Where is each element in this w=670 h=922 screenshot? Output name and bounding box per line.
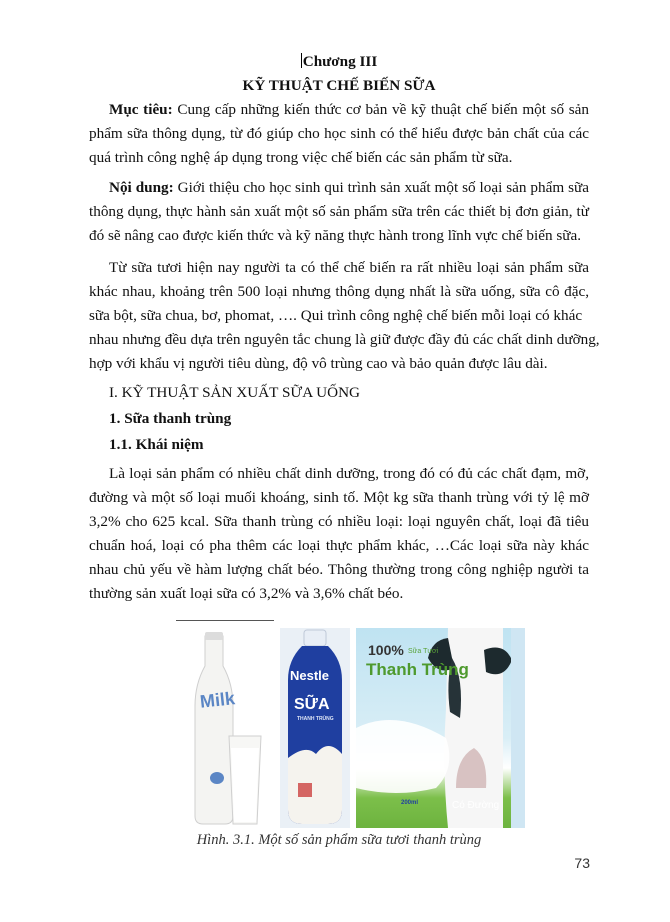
figure-caption: Hình. 3.1. Một số sản phẩm sữa tươi thanh trùng bbox=[196, 832, 482, 848]
intro-line-3: sữa bột, sữa chua, bơ, phomat, …. Qui trình công nghệ chế biến mỗi loại có khác bbox=[89, 307, 583, 324]
cow-illustration-icon bbox=[356, 628, 525, 828]
content-line-2: thông dụng, thực hành sản xuất một số sản phẩm sữa trên các thiết bị đơn giản, từ bbox=[89, 203, 589, 220]
nestle-bottle-icon bbox=[280, 628, 350, 828]
thanh-trung-carton-photo: 100% Sữa Tươi Thanh Trùng 200ml Có Đường bbox=[356, 628, 525, 828]
subsubsection-heading: 1.1. Khái niệm bbox=[109, 436, 204, 453]
content-label: Nội dung: bbox=[109, 179, 174, 196]
concept-line-1: Là loại sản phẩm có nhiều chất dinh dưỡng, trong đó có đủ các chất đạm, mỡ, bbox=[109, 465, 589, 482]
text-cursor bbox=[301, 53, 302, 68]
chapter-number: Chương III bbox=[302, 53, 378, 70]
intro-line-5: hợp với khẩu vị người tiêu dùng, độ vô trùng cao và bảo quản được lâu dài. bbox=[89, 355, 548, 372]
objective-label: Mục tiêu: bbox=[109, 101, 173, 118]
intro-line-1: Từ sữa tươi hiện nay người ta có thể chế biến ra rất nhiều loại sản phẩm sữa bbox=[109, 259, 589, 276]
milk-bottle-photo: Milk bbox=[175, 628, 275, 828]
nestle-milk-photo: Nestle SỮA THANH TRÙNG bbox=[280, 628, 350, 828]
figure-divider bbox=[176, 620, 274, 621]
concept-line-4: chuẩn hoá, loại có pha thêm các loại thực phẩm khác, …Các loại sữa này khác bbox=[89, 537, 589, 554]
subsection-heading: 1. Sữa thanh trùng bbox=[109, 410, 232, 427]
objective-line-2: phẩm sữa thông dụng, từ đó giúp cho học sinh có thể hiểu được bản chất của các bbox=[89, 125, 589, 142]
intro-line-2: khác nhau, khoảng trên 500 loại nhưng thông dụng nhất là sữa uống, sữa cô đặc, bbox=[89, 283, 589, 300]
objective-line-3: quá trình công nghệ áp dụng trong việc chế biến các sản phẩm từ sữa. bbox=[89, 149, 513, 166]
concept-line-6: thường sản xuất loại sữa có 3,2% và 3,6% chất béo. bbox=[89, 585, 404, 602]
chapter-title: KỸ THUẬT CHẾ BIẾN SỮA bbox=[242, 77, 436, 94]
concept-line-2: đường và một số loại muối khoáng, sinh tố. Một kg sữa thanh trùng với tỷ lệ mỡ bbox=[89, 489, 589, 506]
objective-line-1: Mục tiêu: Cung cấp những kiến thức cơ bản về kỹ thuật chế biến một số sản bbox=[109, 101, 589, 118]
section-heading: I. KỸ THUẬT SẢN XUẤT SỮA UỐNG bbox=[109, 384, 361, 401]
concept-line-3: 3,2% cho 625 kcal. Sữa thanh trùng có nhiều loại: loại nguyên chất, loại đã tiêu bbox=[89, 513, 589, 530]
page-number: 73 bbox=[574, 855, 590, 871]
concept-line-5: nhau chủ yếu về hàm lượng chất béo. Thông thường trong công nghiệp người ta bbox=[89, 561, 589, 578]
intro-line-4: nhau nhưng đều dựa trên nguyên tắc chung là giữ được đầy đủ các chất dinh dưỡng, bbox=[89, 331, 600, 348]
milk-products-figure bbox=[175, 628, 525, 828]
milk-bottle-icon bbox=[175, 628, 275, 828]
content-line-1: Nội dung: Giới thiệu cho học sinh qui trình sản xuất một số loại sản phẩm sữa bbox=[109, 179, 589, 196]
content-line-3: đó sẽ nâng cao được kiến thức và kỹ năng thực hành trong lĩnh vực chế biến sữa. bbox=[89, 227, 582, 244]
